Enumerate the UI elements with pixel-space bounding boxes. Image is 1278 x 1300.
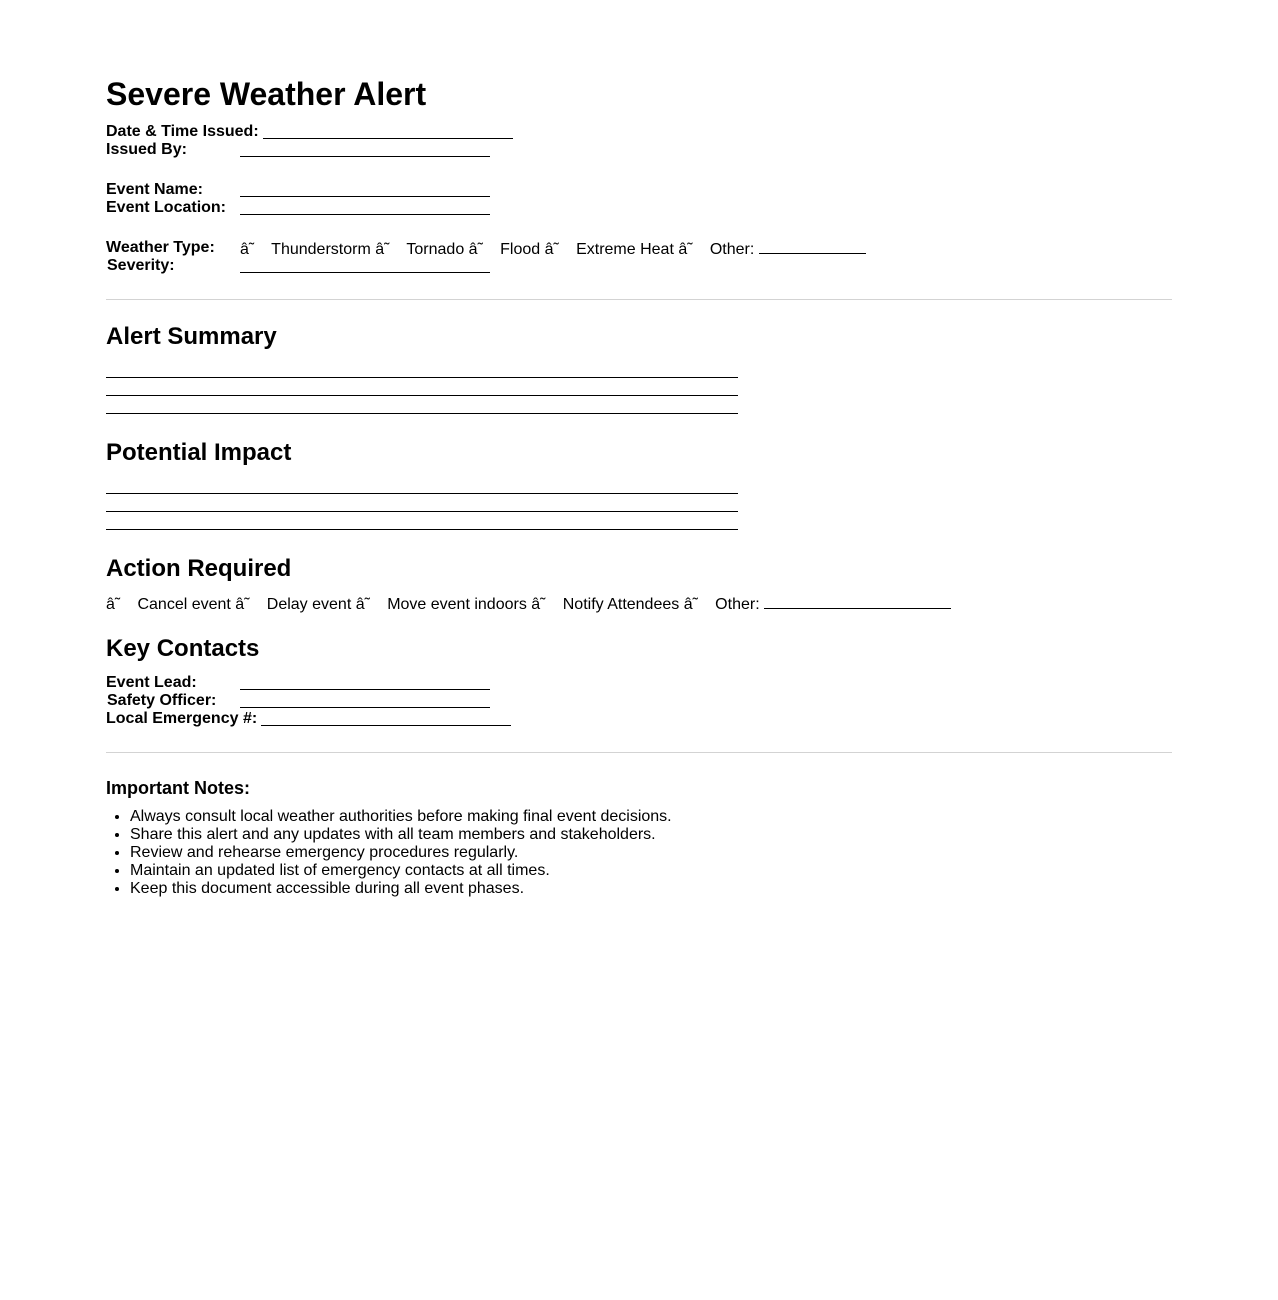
potential-impact-line-2[interactable]	[106, 511, 738, 512]
event-lead-label: Event Lead:	[106, 674, 197, 691]
event-location-label: Event Location:	[106, 199, 227, 216]
section-divider	[106, 299, 1172, 300]
date-time-issued-field[interactable]	[263, 138, 513, 139]
list-item: • Always consult local weather authorities before making final event decisions.	[130, 808, 672, 826]
action-required-heading: Action Required	[106, 555, 292, 582]
action-required-other-field[interactable]	[764, 594, 951, 609]
event-lead-field[interactable]	[240, 689, 490, 690]
list-item: • Keep this document accessible during all event phases.	[130, 880, 672, 898]
potential-impact-heading: Potential Impact	[106, 439, 292, 466]
page-title: Severe Weather Alert	[106, 76, 427, 112]
event-name-field[interactable]	[240, 196, 490, 197]
date-time-issued-label: Date & Time Issued:	[106, 123, 259, 140]
alert-summary-line-2[interactable]	[106, 395, 738, 396]
local-emergency-label: Local Emergency #:	[106, 710, 258, 727]
important-notes-list	[106, 808, 672, 898]
severity-field[interactable]	[240, 272, 490, 273]
alert-summary-heading: Alert Summary	[106, 323, 277, 350]
safety-officer-label: Safety Officer:	[107, 692, 217, 709]
action-required-options[interactable]: â˜ Cancel event â˜ Delay event â˜ Move event indoors â˜ Notify Attendees â˜ Other:	[106, 596, 760, 613]
action-required-row	[106, 594, 951, 614]
safety-officer-field[interactable]	[240, 707, 490, 708]
local-emergency-field[interactable]	[261, 725, 511, 726]
issued-by-label: Issued By:	[106, 141, 187, 158]
section-divider-2	[106, 752, 1172, 753]
potential-impact-line-1[interactable]	[106, 493, 738, 494]
weather-type-options[interactable]: â˜ Thunderstorm â˜ Tornado â˜ Flood â˜ Extreme Heat â˜ Other:	[240, 241, 755, 258]
potential-impact-line-3[interactable]	[106, 529, 738, 530]
list-item: • Share this alert and any updates with all team members and stakeholders.	[130, 826, 672, 844]
list-item: • Review and rehearse emergency procedures regularly.	[130, 844, 672, 862]
alert-summary-line-1[interactable]	[106, 377, 738, 378]
alert-summary-line-3[interactable]	[106, 413, 738, 414]
issued-by-field[interactable]	[240, 156, 490, 157]
weather-type-label: Weather Type:	[106, 239, 215, 256]
severity-label: Severity:	[107, 257, 175, 274]
weather-type-other-field[interactable]	[759, 239, 866, 254]
event-location-field[interactable]	[240, 214, 490, 215]
important-notes-heading: Important Notes:	[106, 778, 250, 798]
weather-type-row	[240, 239, 866, 259]
key-contacts-heading: Key Contacts	[106, 635, 260, 662]
event-name-label: Event Name:	[106, 181, 203, 198]
list-item: • Maintain an updated list of emergency contacts at all times.	[130, 862, 672, 880]
